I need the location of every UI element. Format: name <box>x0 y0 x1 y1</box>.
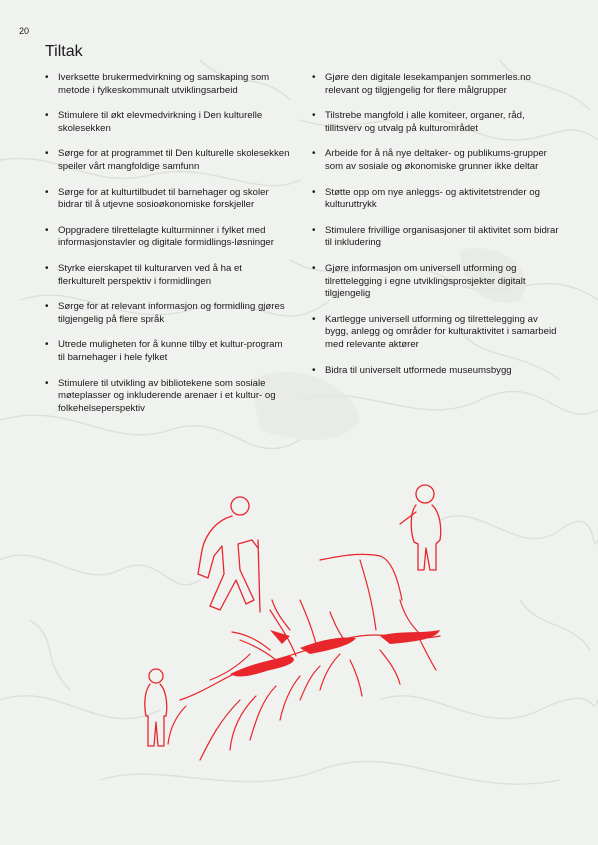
river-people-illustration <box>0 470 598 810</box>
river-filled-sections <box>230 630 440 677</box>
actions-list-right <box>312 72 560 390</box>
list-item: • Arbeide for å nå nye deltaker- og publikums-grupper som av sosiale og økonomiske grunner ikke deltar <box>312 148 560 173</box>
page-number: 20 <box>19 26 30 36</box>
list-item: • Stimulere til økt elevmedvirkning i Den kulturelle skolesekken <box>45 110 290 135</box>
list-item: • Sørge for at programmet til Den kulturelle skolesekken speiler vårt mangfoldige samfunn <box>45 148 290 173</box>
actions-list-left <box>45 72 290 428</box>
list-item: • Stimulere til utvikling av bibliotekene som sosiale møteplasser og inkluderende arenaer i et kultur- og folkehelseperspektiv <box>45 378 290 416</box>
list-item: • Kartlegge universell utforming og tilrettelegging av bygg, anlegg og områder for kulturaktivitet i samarbeid med relevante aktører <box>312 314 560 352</box>
page-title: Tiltak <box>45 43 83 60</box>
list-item: • Utrede muligheten for å kunne tilby et kultur-program til barnehager i hele fylket <box>45 339 290 364</box>
list-item: • Gjøre den digitale lesekampanjen sommerles.no relevant og tilgjengelig for flere målgrupper <box>312 72 560 97</box>
list-item: • Iverksette brukermedvirkning og samskaping som metode i fylkeskommunalt utviklingsarbeid <box>45 72 290 97</box>
child-person-figure <box>145 669 167 746</box>
list-item: • Tilstrebe mangfold i alle komiteer, organer, råd, tillitsverv og utvalg på kulturområdet <box>312 110 560 135</box>
list-item: • Støtte opp om nye anleggs- og aktivitetstrender og kulturuttrykk <box>312 187 560 212</box>
list-item: • Sørge for at kulturtilbudet til barnehager og skoler bidrar til å utjevne sosioøkonomiske forskjeller <box>45 187 290 212</box>
list-item: • Sørge for at relevant informasjon og formidling gjøres tilgjengelig på flere språk <box>45 301 290 326</box>
list-item: • Stimulere frivillige organisasjoner til aktivitet som bidrar til inkludering <box>312 225 560 250</box>
list-item: • Oppgradere tilrettelagte kulturminner i fylket med informasjonstavler og digitale formidlings-løsninger <box>45 225 290 250</box>
elderly-person-figure <box>198 497 260 612</box>
standing-person-figure <box>400 485 441 570</box>
river-network <box>168 554 440 760</box>
list-item: • Bidra til universelt utformede museumsbygg <box>312 365 560 378</box>
list-item: • Gjøre informasjon om universell utforming og tilrettelegging i egne utviklingsprosjekter digitalt tilgjengelig <box>312 263 560 301</box>
list-item: • Styrke eierskapet til kulturarven ved å ha et flerkulturelt perspektiv i formidlingen <box>45 263 290 288</box>
